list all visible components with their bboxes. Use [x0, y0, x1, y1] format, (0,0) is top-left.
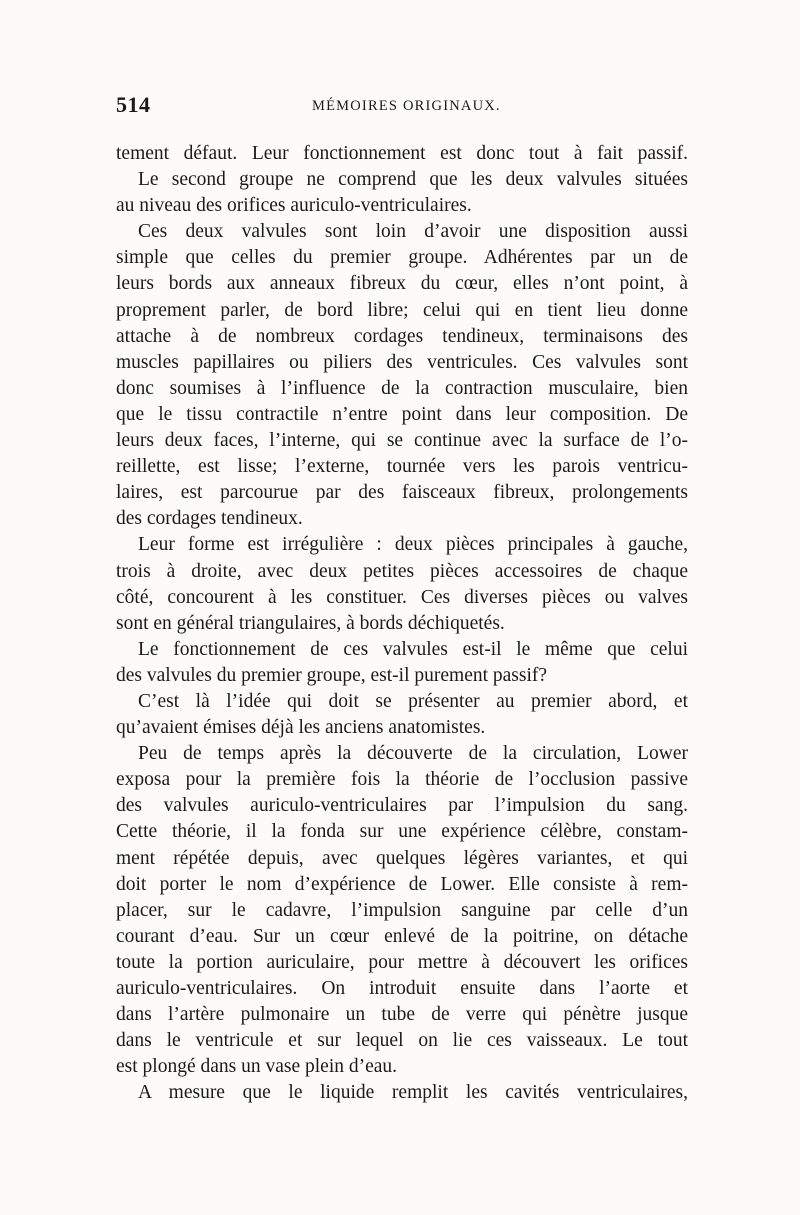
text-line: auriculo-ventriculaires. On introduit ensuite dans l’aorte et: [116, 978, 688, 999]
text-line: dans le ventricule et sur lequel on lie ces vaisseaux. Le tout: [116, 1030, 688, 1052]
text-line: reillette, est lisse; l’externe, tournée vers les parois ventricu-: [116, 456, 688, 478]
text-line: muscles papillaires ou piliers des ventricules. Ces valvules sont: [116, 351, 688, 373]
text-line: côté, concourent à les constituer. Ces diverses pièces ou valves: [116, 586, 688, 608]
body-text: [116, 141, 688, 1106]
text-line: ment répétée depuis, avec quelques légères variantes, et qui: [116, 847, 688, 869]
text-line: des cordages tendineux.: [116, 508, 303, 530]
text-line: Cette théorie, il la fonda sur une expérience célèbre, constam-: [116, 821, 688, 843]
text-line: C’est là l’idée qui doit se présenter au premier abord, et: [138, 690, 688, 712]
text-line: Peu de temps après la découverte de la circulation, Lower: [138, 743, 688, 765]
text-line: toute la portion auriculaire, pour mettre à découvert les orifices: [116, 951, 688, 973]
text-line: placer, sur le cadavre, l’impulsion sanguine par celle d’un: [116, 899, 688, 921]
text-line: doit porter le nom d’expérience de Lower. Elle consiste à rem-: [116, 873, 688, 895]
text-line: Leur forme est irrégulière : deux pièces principales à gauche,: [138, 534, 688, 556]
running-head: MÉMOIRES ORIGINAUX.: [312, 98, 501, 114]
text-line: exposa pour la première fois la théorie de l’occlusion passive: [116, 769, 688, 791]
text-line: proprement parler, de bord libre; celui qui en tient lieu donne: [116, 299, 688, 321]
text-line: est plongé dans un vase plein d’eau.: [116, 1056, 398, 1078]
page-number: 514: [116, 92, 151, 117]
text-line: sont en général triangulaires, à bords déchiquetés.: [116, 612, 505, 634]
text-line: que le tissu contractile n’entre point dans leur composition. De: [116, 403, 688, 425]
text-line: Ces deux valvules sont loin d’avoir une disposition aussi: [138, 221, 688, 243]
text-line: donc soumises à l’influence de la contraction musculaire, bien: [116, 377, 688, 399]
text-line: des valvules auriculo-ventriculaires par l’impulsion du sang.: [116, 795, 688, 817]
text-line: au niveau des orifices auriculo-ventriculaires.: [116, 195, 472, 217]
text-line: qu’avaient émises déjà les anciens anatomistes.: [116, 717, 486, 739]
text-line: Le second groupe ne comprend que les deux valvules situées: [138, 169, 688, 191]
page-header: [116, 92, 688, 122]
text-line: leurs deux faces, l’interne, qui se continue avec la surface de l’o-: [116, 430, 688, 452]
text-line: attache à de nombreux cordages tendineux, terminaisons des: [116, 325, 688, 347]
text-line: courant d’eau. Sur un cœur enlevé de la poitrine, on détache: [116, 925, 688, 947]
text-line: tement défaut. Leur fonctionnement est donc tout à fait passif.: [116, 143, 688, 164]
text-line: A mesure que le liquide remplit les cavités ventriculaires,: [138, 1082, 688, 1104]
text-line: simple que celles du premier groupe. Adhérentes par un de: [116, 247, 688, 269]
text-line: des valvules du premier groupe, est-il purement passif?: [116, 664, 548, 686]
text-line: trois à droite, avec deux petites pièces accessoires de chaque: [116, 560, 688, 582]
text-line: laires, est parcourue par des faisceaux fibreux, prolongements: [116, 482, 688, 504]
text-line: leurs bords aux anneaux fibreux du cœur, elles n’ont point, à: [116, 273, 688, 295]
text-line: Le fonctionnement de ces valvules est-il le même que celui: [138, 638, 688, 660]
text-line: dans l’artère pulmonaire un tube de verre qui pénètre jusque: [116, 1004, 688, 1026]
